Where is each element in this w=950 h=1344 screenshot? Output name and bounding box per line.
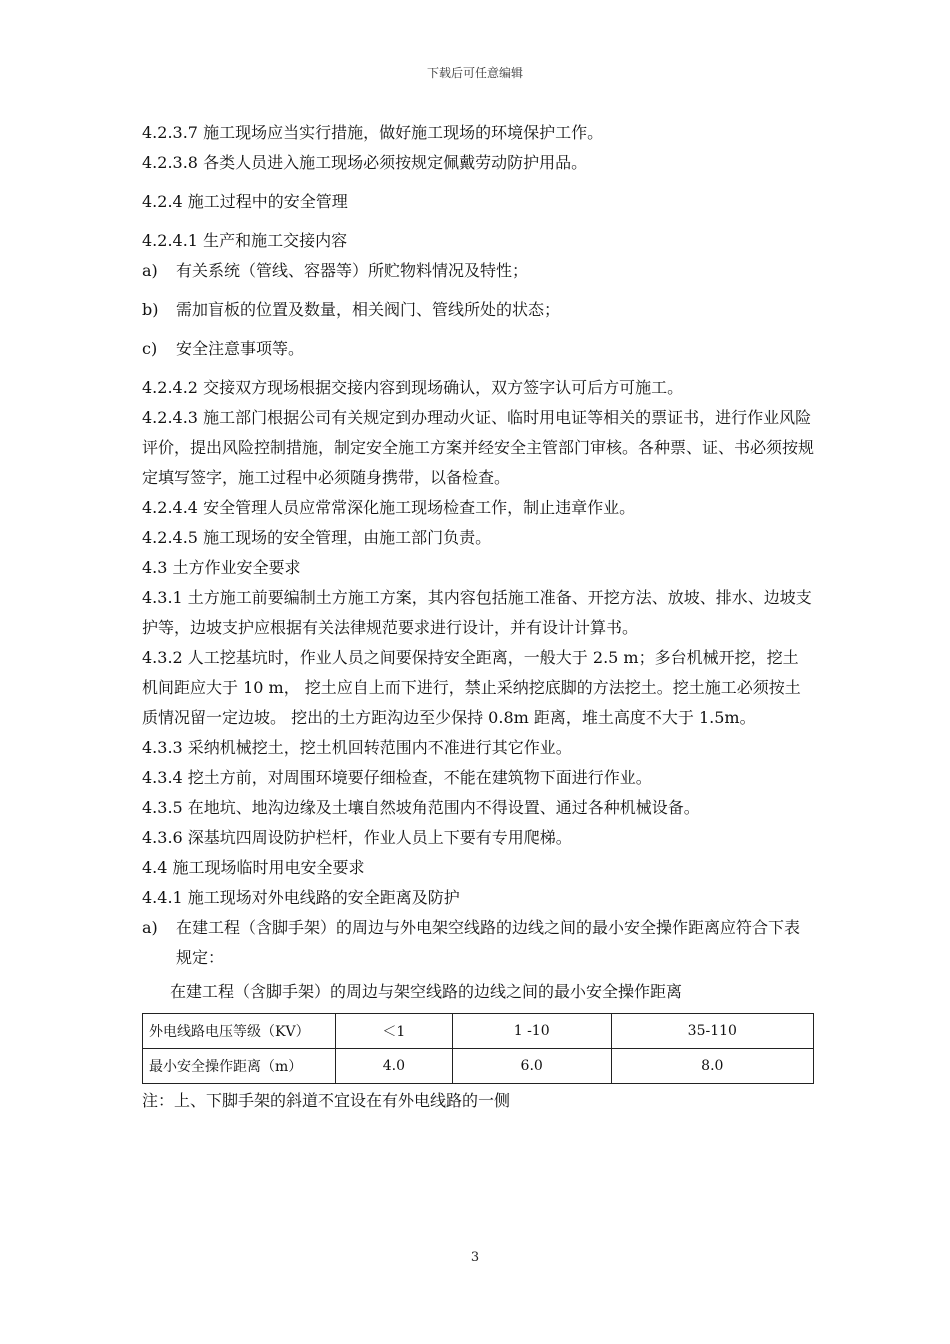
document-body xyxy=(142,118,814,1116)
list-item-label: a) xyxy=(142,261,158,280)
table-cell: 35-110 xyxy=(611,1014,813,1049)
list-item-c xyxy=(142,334,814,364)
list-item-label: c) xyxy=(142,339,158,358)
table-cell: 6.0 xyxy=(452,1049,611,1084)
table-cell: ＜1 xyxy=(336,1014,453,1049)
table-caption: 在建工程（含脚手架）的周边与架空线路的边线之间的最小安全操作距离 xyxy=(170,982,683,1001)
table-cell: 4.0 xyxy=(336,1049,453,1084)
section-heading-4-3: 4.3 土方作业安全要求 xyxy=(142,558,301,577)
table-cell: 外电线路电压等级（KV） xyxy=(143,1014,336,1049)
list-item-text: 在建工程（含脚手架）的周边与外电架空线路的边线之间的最小安全操作距离应符合下表规定： xyxy=(176,918,801,967)
paragraph-4-2-4-2: 4.2.4.2 交接双方现场根据交接内容到现场确认，双方签字认可后方可施工。 xyxy=(142,378,684,397)
paragraph-4-2-4-5: 4.2.4.5 施工现场的安全管理，由施工部门负责。 xyxy=(142,528,492,547)
paragraph-4-3-3: 4.3.3 采纳机械挖土，挖土机回转范围内不准进行其它作业。 xyxy=(142,738,572,757)
table-cell: 8.0 xyxy=(611,1049,813,1084)
table-note: 注：上、下脚手架的斜道不宜设在有外电线路的一侧 xyxy=(142,1091,511,1110)
list-item-b xyxy=(142,295,814,325)
section-heading-4-4: 4.4 施工现场临时用电安全要求 xyxy=(142,858,365,877)
section-heading-4-2-4: 4.2.4 施工过程中的安全管理 xyxy=(142,192,348,211)
page-number: 3 xyxy=(470,1250,480,1265)
paragraph-4-3-5: 4.3.5 在地坑、地沟边缘及土壤自然坡角范围内不得设置、通过各种机械设备。 xyxy=(142,798,700,817)
paragraph-4-2-3-8: 4.2.3.8 各类人员进入施工现场必须按规定佩戴劳动防护用品。 xyxy=(142,153,588,172)
list-item-text: 有关系统（管线、容器等）所贮物料情况及特性； xyxy=(176,261,529,280)
paragraph-4-3-2: 4.3.2 人工挖基坑时，作业人员之间要保持安全距离，一般大于 2.5 m；多台机械开挖，挖土机间距应大于 10 m， 挖土应自上而下进行，禁止采纳挖底脚的方法挖土。挖土施工必须按土质情况留一定边坡。 挖出的土方距沟边至少保持 0.8m 距离，堆土高度不大于 1.5m。 xyxy=(142,648,801,727)
list-item-text: 安全注意事项等。 xyxy=(176,339,305,358)
paragraph-4-4-1: 4.4.1 施工现场对外电线路的安全距离及防护 xyxy=(142,888,460,907)
paragraph-4-3-1: 4.3.1 土方施工前要编制土方施工方案，其内容包括施工准备、开挖方法、放坡、排水、边坡支护等，边坡支护应根据有关法律规范要求进行设计，并有设计计算书。 xyxy=(142,588,812,637)
list-item-label: a) xyxy=(142,918,158,937)
paragraph-4-2-3-7: 4.2.3.7 施工现场应当实行措施，做好施工现场的环境保护工作。 xyxy=(142,123,604,142)
table-cell: 1 -10 xyxy=(452,1014,611,1049)
safety-distance-table xyxy=(142,1013,814,1084)
table-row xyxy=(143,1014,814,1049)
paragraph-4-2-4-3: 4.2.4.3 施工部门根据公司有关规定到办理动火证、临时用电证等相关的票证书，进行作业风险评价，提出风险控制措施，制定安全施工方案并经安全主管部门审核。各种票、证、书必须按规定填写签字，施工过程中必须随身携带，以备检查。 xyxy=(142,408,815,487)
list-item-a xyxy=(142,256,814,286)
list-item-a xyxy=(142,913,814,973)
list-item-label: b) xyxy=(142,300,159,319)
paragraph-4-3-4: 4.3.4 挖土方前，对周围环境要仔细检查，不能在建筑物下面进行作业。 xyxy=(142,768,652,787)
page-header: 下载后可任意编辑 xyxy=(426,66,523,80)
paragraph-4-2-4-4: 4.2.4.4 安全管理人员应常常深化施工现场检查工作，制止违章作业。 xyxy=(142,498,636,517)
paragraph-4-2-4-1: 4.2.4.1 生产和施工交接内容 xyxy=(142,231,348,250)
table-row xyxy=(143,1049,814,1084)
paragraph-4-3-6: 4.3.6 深基坑四周设防护栏杆，作业人员上下要有专用爬梯。 xyxy=(142,828,572,847)
table-cell: 最小安全操作距离（m） xyxy=(143,1049,336,1084)
list-item-text: 需加盲板的位置及数量，相关阀门、管线所处的状态； xyxy=(176,300,561,319)
